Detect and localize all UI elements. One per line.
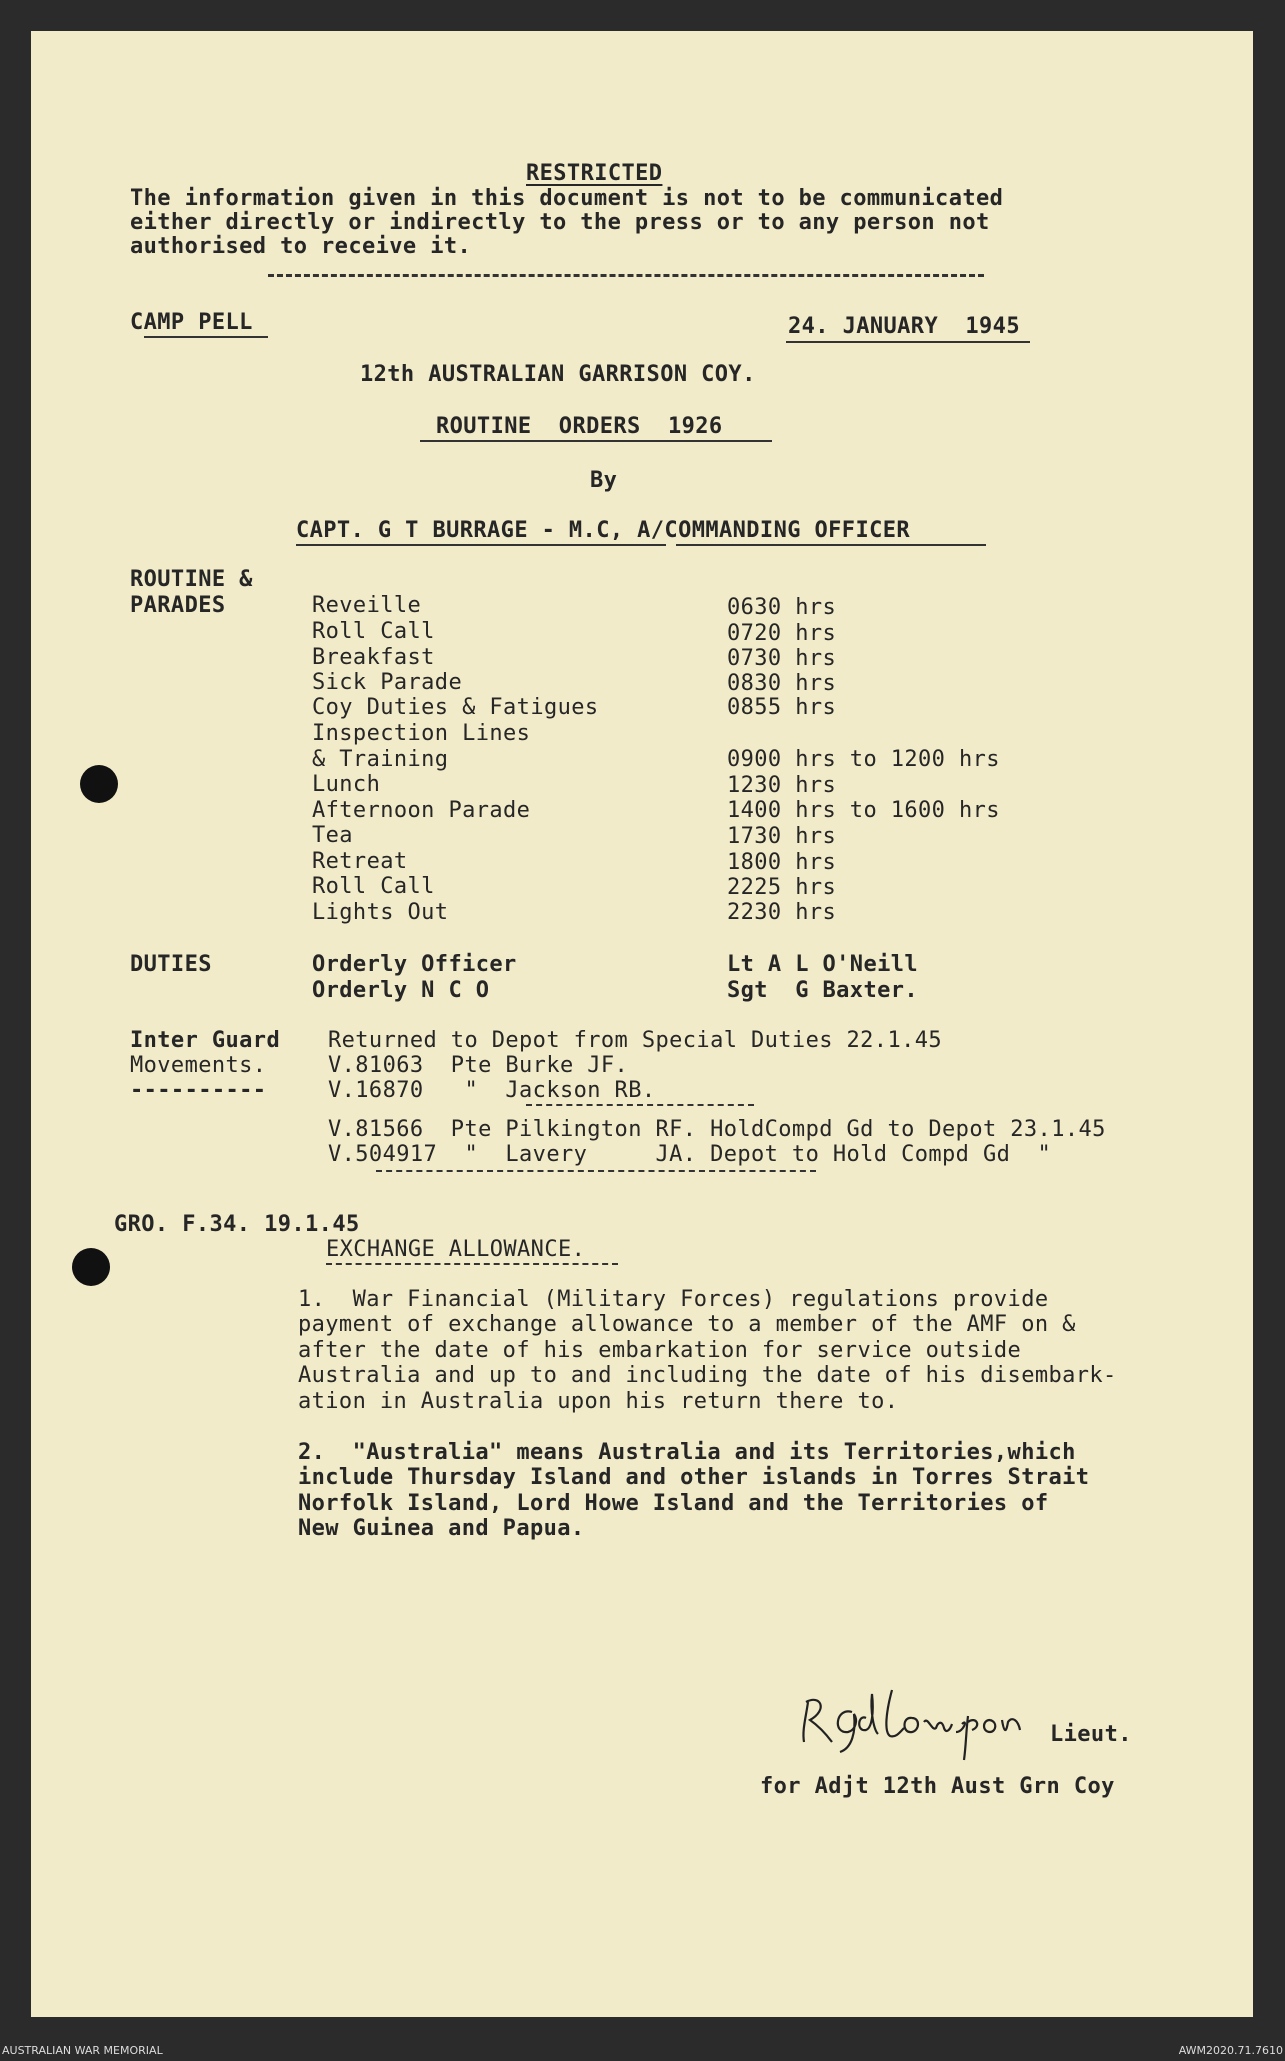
- paragraph-line: Norfolk Island, Lord Howe Island and the Territories of: [298, 1491, 1049, 1516]
- restricted-heading: RESTRICTED: [526, 161, 663, 186]
- paragraph-line: New Guinea and Papua.: [298, 1516, 585, 1541]
- transfer-underline: [376, 1170, 816, 1172]
- movement-underline: [526, 1104, 754, 1106]
- duty-role: Orderly N C O: [312, 978, 490, 1003]
- gro-title: EXCHANGE ALLOWANCE.: [326, 1237, 586, 1262]
- routine-item: Tea: [312, 823, 353, 848]
- footer-right: AWM2020.71.7610: [1178, 2044, 1283, 2057]
- routine-time: 1800 hrs: [727, 850, 837, 875]
- transfer-line: V.504917 " Lavery JA. Depot to Hold Compd Gd ": [328, 1142, 1052, 1167]
- routine-time: 1400 hrs to 1600 hrs: [727, 798, 1000, 823]
- routine-time: 0855 hrs: [727, 695, 837, 720]
- orders-title-underline: [420, 440, 772, 442]
- handwritten-signature: [796, 1672, 1056, 1762]
- duty-person: Lt A L O'Neill: [727, 952, 919, 977]
- duties-heading: DUTIES: [130, 952, 212, 977]
- routine-item: Inspection Lines: [312, 721, 531, 746]
- paragraph-line: 2. "Australia" means Australia and its Territories,which: [298, 1440, 1076, 1465]
- date: 24. JANUARY 1945: [788, 314, 1020, 339]
- footer-left: AUSTRALIAN WAR MEMORIAL: [2, 2044, 163, 2057]
- paragraph-line: Australia and up to and including the date of his disembark-: [298, 1363, 1117, 1388]
- routine-time: 0900 hrs to 1200 hrs: [727, 747, 1000, 772]
- routine-time: 0720 hrs: [727, 621, 837, 646]
- orders-title: ROUTINE ORDERS 1926: [436, 414, 723, 439]
- paragraph-line: payment of exchange allowance to a member of the AMF on &: [298, 1312, 1076, 1337]
- duty-role: Orderly Officer: [312, 952, 517, 977]
- routine-time: 2230 hrs: [727, 900, 837, 925]
- header-divider: [268, 274, 984, 277]
- location-underline: [144, 336, 268, 338]
- signature-text: RGdLomson: [796, 1761, 802, 1762]
- unit-name: 12th AUSTRALIAN GARRISON COY.: [360, 362, 756, 387]
- routine-time: 1730 hrs: [727, 824, 837, 849]
- routine-item: Coy Duties & Fatigues: [312, 695, 599, 720]
- routine-item: Roll Call: [312, 619, 435, 644]
- movements-heading: Inter Guard: [130, 1028, 281, 1053]
- punch-hole-bottom: [72, 1248, 110, 1286]
- routine-item: & Training: [312, 747, 449, 772]
- officer-underline-1: [296, 544, 666, 546]
- by-label: By: [590, 468, 618, 493]
- notice-line: The information given in this document is not to be communicated: [130, 186, 1004, 211]
- signature-rank: Lieut.: [1050, 1722, 1132, 1747]
- location: CAMP PELL: [130, 310, 253, 335]
- routine-time: 0830 hrs: [727, 671, 837, 696]
- movements-heading-rule: ----------: [130, 1078, 267, 1103]
- routine-item: Sick Parade: [312, 670, 463, 695]
- routine-item: Reveille: [312, 593, 422, 618]
- routine-time: 0630 hrs: [727, 595, 837, 620]
- routine-heading: PARADES: [130, 593, 226, 618]
- routine-item: Lunch: [312, 772, 381, 797]
- paragraph-line: include Thursday Island and other islands in Torres Strait: [298, 1465, 1090, 1490]
- routine-item: Roll Call: [312, 874, 435, 899]
- duty-person: Sgt G Baxter.: [727, 978, 919, 1003]
- routine-item: Afternoon Parade: [312, 798, 531, 823]
- transfer-line: V.81566 Pte Pilkington RF. HoldCompd Gd to Depot 23.1.45: [328, 1117, 1106, 1142]
- routine-time: 0730 hrs: [727, 646, 837, 671]
- movement-line: V.16870 " Jackson RB.: [328, 1078, 656, 1103]
- commanding-officer: CAPT. G T BURRAGE - M.C, A/COMMANDING OFFICER: [296, 518, 911, 543]
- punch-hole-top: [80, 765, 118, 803]
- gro-reference: GRO. F.34. 19.1.45: [114, 1212, 360, 1237]
- notice-line: either directly or indirectly to the press or to any person not: [130, 210, 990, 235]
- paragraph-line: ation in Australia upon his return there to.: [298, 1389, 899, 1414]
- routine-time: 1230 hrs: [727, 773, 837, 798]
- routine-item: Retreat: [312, 849, 408, 874]
- routine-item: Breakfast: [312, 645, 435, 670]
- signature-for-line: for Adjt 12th Aust Grn Coy: [760, 1774, 1115, 1799]
- routine-time: 2225 hrs: [727, 875, 837, 900]
- movements-heading: Movements.: [130, 1053, 267, 1078]
- gro-title-underline: [326, 1263, 618, 1265]
- movement-line: Returned to Depot from Special Duties 22.1.45: [328, 1028, 943, 1053]
- officer-underline-2: [676, 544, 986, 546]
- routine-item: Lights Out: [312, 900, 449, 925]
- routine-heading: ROUTINE &: [130, 567, 253, 592]
- paragraph-line: 1. War Financial (Military Forces) regulations provide: [298, 1287, 1049, 1312]
- notice-line: authorised to receive it.: [130, 234, 472, 259]
- movement-line: V.81063 Pte Burke JF.: [328, 1053, 629, 1078]
- date-underline: [786, 341, 1030, 343]
- paragraph-line: after the date of his embarkation for service outside: [298, 1338, 1022, 1363]
